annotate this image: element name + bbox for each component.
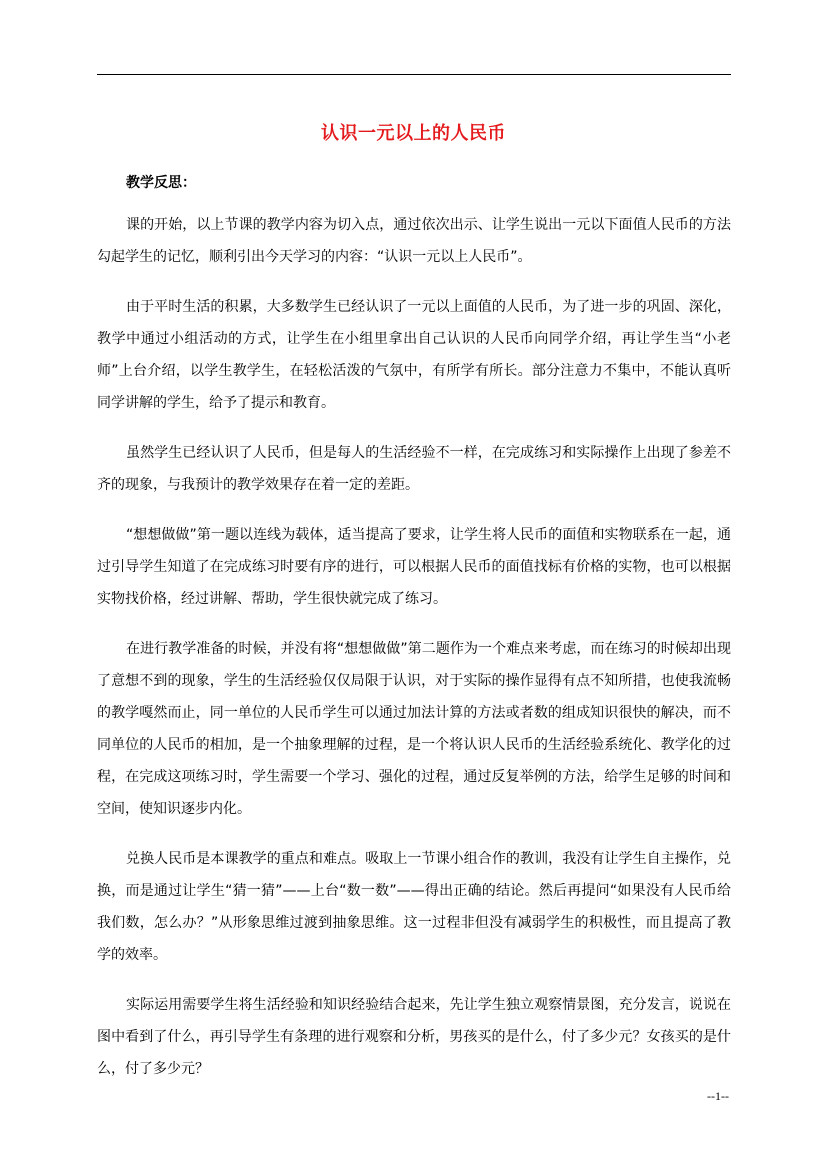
paragraph: 兑换人民币是本课教学的重点和难点。吸取上一节课小组合作的教训，我没有让学生自主操作，兑换，而是通过让学生“猜一猜”——上台“数一数”——得出正确的结论。然后再提问“如果没有人民币给我们数，怎么办？”从形象思维过渡到抽象思维。这一过程非但没有减弱学生的积极性，而且提高了教学的效率。 [97,851,731,963]
section-heading: 教学反思： [126,175,196,191]
paragraph: 虽然学生已经认识了人民币，但是每人的生活经验不一样，在完成练习和实际操作上出现了参差不齐的现象，与我预计的教学效果存在着一定的差距。 [97,445,731,493]
page-number: --1-- [707,1089,729,1103]
document-title: 认识一元以上的人民币 [321,123,506,144]
paragraph: 课的开始，以上节课的教学内容为切入点，通过依次出示、让学生说出一元以下面值人民币的方法勾起学生的记忆，顺利引出今天学习的内容：“认识一元以上人民币”。 [97,217,731,265]
paragraph: 由于平时生活的积累，大多数学生已经认识了一元以上面值的人民币，为了进一步的巩固、深化，教学中通过小组活动的方式，让学生在小组里拿出自己认识的人民币向同学介绍，再让学生当“小老师”上台介绍，以学生教学生，在轻松活泼的气氛中，有所学有所长。部分注意力不集中，不能认真听同学讲解的学生，给予了提示和教育。 [97,299,731,411]
paragraph: 实际运用需要学生将生活经验和知识经验结合起来，先让学生独立观察情景图，充分发言，说说在图中看到了什么，再引导学生有条理的进行观察和分析，男孩买的是什么，付了多少元？女孩买的是什么，付了多少元？ [97,997,731,1077]
paragraph: 在进行教学准备的时候，并没有将“想想做做”第二题作为一个难点来考虑，而在练习的时候却出现了意想不到的现象，学生的生活经验仅仅局限于认识，对于实际的操作显得有点不知所措，也使我流畅的教学嘎然而止，同一单位的人民币学生可以通过加法计算的方法或者数的组成知识很快的解决，而不同单位的人民币的相加，是一个抽象理解的过程，是一个将认识人民币的生活经验系统化、教学化的过程，在完成这项练习时，学生需要一个学习、强化的过程，通过反复举例的方法，给学生足够的时间和空间，使知识逐步内化。 [97,641,731,817]
document-body [97,209,731,1103]
header-rule [97,74,731,75]
paragraph: “想想做做”第一题以连线为载体，适当提高了要求，让学生将人民币的面值和实物联系在一起，通过引导学生知道了在完成练习时要有序的进行，可以根据人民币的面值找标有价格的实物，也可以根据实物找价格，经过讲解、帮助，学生很快就完成了练习。 [97,527,731,607]
